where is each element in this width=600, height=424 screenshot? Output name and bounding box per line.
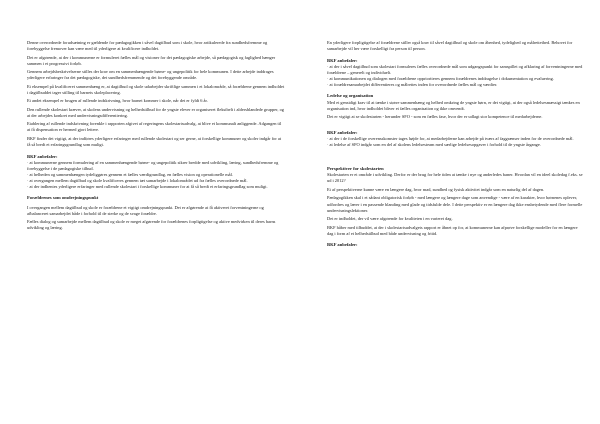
bkf-recommends-heading: BKF anbefaler: — [327, 57, 358, 63]
paragraph: Denne overordnede forudsætning er gældende for pædagogikken i såvel dagtilbud som i skole, hvor artikulerede fra sundhedsfremme og forebyggelse fremover kan være med til yderligere at kvalificere indholdet. — [27, 40, 268, 52]
paragraph: Det er vigtigt at se skolestarten - herunder SFO - som en fælles fase, hvor der er udlagt stor kompetence til medarbejderne. — [327, 114, 543, 120]
list-item: · at kommunerne gennem formulering af en sammenhængende børne- og ungepolitik sikrer bredde med udvikling, læring, sundhedsfremme og forebyggelse i de pædagogiske tilbud. — [27, 159, 279, 171]
paragraph: Et andet eksempel er brugen af rullende indskrivning, hvor barnet kommer i skole, når det er fyldt 6 år. — [27, 98, 208, 104]
section-heading: Forældrenes som omdrejningspunkt — [27, 195, 99, 201]
list-item: · at der i de forskellige overensskomster tages højde for, at medarbejderne kan arbejde på tværs af faggrænser inden for de overordnede mål. — [327, 135, 574, 141]
list-item: · at forældresamarbejdet differentieres og målrettes inden for overordnede fælles mål og værdier. — [327, 81, 498, 87]
paragraph: Gennem arbejdsbeskrivelserne stilles der krav om en sammenhængende børne- og ungepolitik for hele kommunen. I dette arbejde inddrages yderligere erfaringer fra det pædagogiske, det sundhedsfremmende og det forebyggende område. — [27, 69, 274, 81]
recommendation-list — [327, 64, 585, 88]
list-item: · at helheden og sammenhængen tydeliggøres gennem et fælles værdigrundlag, en fælles vision og operationelle mål. — [27, 171, 233, 177]
paragraph: BKF håber med tilbuddet, at der i skolestartsudvalgets rapport er åbnet op for, at kommunerne kan afprøve forskellige modeller for en længere dag i form af et helhedstilbud med både undervisning og fritid. — [327, 224, 578, 236]
bkf-recommends-heading: BKF anbefaler: — [327, 242, 358, 248]
bkf-recommends-heading: BKF anbefaler: — [27, 153, 58, 159]
paragraph: Pædagogikken skal i et sådant obligatorisk forløb - med længere og længere dage som anvendige - være af en karakter, hvor børnenes oplever, udfordres og lærer i en passende blanding med glade og tidsfulde dele. I dette perspektiv er en længere dag ikke ensbetydende med flere formelle undervisningslektioner. — [327, 195, 583, 213]
list-item: · at ledelse af SFO indgår som en del af skolens ledelsesteam med særlige ledelsesopgaver i forhold til de yngste årgange. — [327, 141, 541, 147]
paragraph: BKF finder det vigtigt, at der indføres yderligere erfaringer med rullende skolestart og ser gerne, at forskellige kommuner og skoler indgår for at få så bredt et erfaringsgrundlag som muligt. — [27, 135, 282, 148]
paragraph: Et af perspektiverne kunne være en længere dag, hvor mad, sundhed og fysisk aktivitet indgår som en naturlig del af dagen. — [327, 186, 545, 192]
left-column — [27, 40, 285, 234]
recommendation-list — [327, 136, 585, 148]
section-heading: Ledelse og organisation — [327, 93, 374, 99]
right-column — [327, 40, 585, 248]
recommendation-list — [27, 160, 285, 190]
paragraph: Den rullende skolestart kræver, at skolens undervisning og helhedstilbud for de yngste elever er organiseret fleksibelt i aldersblandede grupper, og at der arbejdes konkret med undervisningsdifferentiering. — [27, 106, 284, 118]
section-heading: Perspektiver for skolestarten — [327, 166, 384, 172]
paragraph: Etablering af rullende indskrivning forenkle i rapporten afgivet af regeringens skolestartsudvalg, at blive et kommunalt anliggende. Adgangen til at få dispensation er hermed gjort lettere. — [27, 121, 282, 133]
paragraph: Med et gensidigt krav til at tænke i større sammenhæng og helhed omkring de yngste børn, er det vigtigt, at der også ledelsesmæssigt tænkes en organisation ind, hvor indholdet bliver et fælles organisation og ikke omvendt. — [327, 99, 580, 111]
list-item: · at der i såvel dagtilbud som skolestart formuleres fælles overordnede mål som udgangspunkt for samspillet og afklaring af forventningerne med forældrene – generelt og individuelt. — [327, 63, 583, 75]
bkf-recommends-heading: BKF anbefaler: — [327, 129, 358, 135]
paragraph: Fælles dialog og samarbejde mellem dagtilbud og skole er meget afgørende for forældrenes forpligtigelse og aktive medvirken til deres barns udvikling og læring. — [27, 219, 276, 231]
paragraph: Et eksempel på kvalificeret sammenhæng er, at dagtilbud og skole udarbejder skriftlige sammen i et lokalområde, så forældrene gennem indholdet i dagtilbuddet tager stilling til barnets skoleplacering. — [27, 83, 285, 95]
list-item: · at kommunikationen og dialogen med forældrene opprioriteres gennem forældrenes inddragelse i dokumentation og evaluering. — [327, 75, 554, 81]
paragraph: Det er afgørende, at der i kommunerne er formuleret fælles mål og visioner for det pædagogiske arbejde, så pædagogisk og faglighed hænger sammen i et progressivt forløb. — [27, 54, 276, 66]
paragraph: Skolestarten er et område i udvikling. Derfor er der brug for hele tiden at tænke i nye og anderledes baner. Hvordan vil en ideel skoledag f.eks. se ud i 2012? — [327, 172, 583, 184]
paragraph: En yderligere forpligtigelse af forældrene stiller også krav til såvel dagtilbud og skole om åbenhed, tydelighed og målrettethed. Behovet for samarbejde vil her være forskelligt fra person til person. — [327, 40, 573, 52]
list-item: · at der indhentes yderligere erfaringer med rullende skolestart i forskellige kommuner for at få så bredt et erfaringsgrundlag som muligt. — [27, 184, 268, 189]
paragraph: Det er indholdet, der vil være afgørende for kvaliteten i en varieret dag. — [327, 216, 453, 222]
paragraph: I overgangen mellem dagtilbud og skole er forældrene et vigtigt omdrejningspunkt. Det er afgørende at få aktiveret forventningerne og afbalanceret samarbejdet både i forhold til de sterke og de svage forældre. — [27, 204, 264, 216]
list-item: · at overgangen mellem dagtilbud og skole kvalificeres gennem tæt samarbejde i lokalområdet ud fra fælles overordnede mål. — [27, 177, 248, 183]
